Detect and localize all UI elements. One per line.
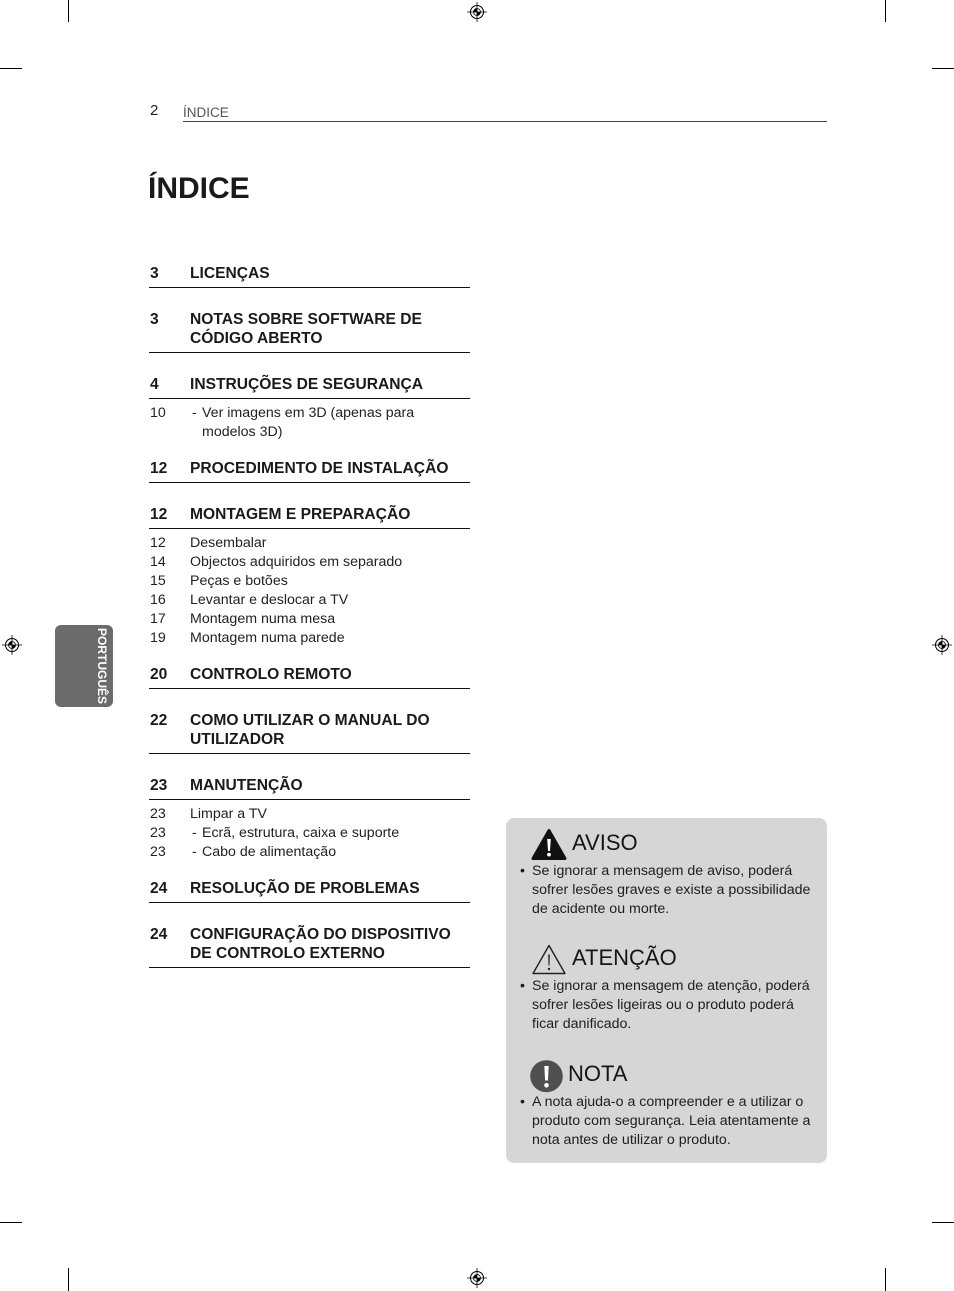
- crop-mark: [68, 0, 69, 22]
- toc-sub-entry: [149, 591, 470, 610]
- toc-entry-title-line: DE CONTROLO EXTERNO: [190, 945, 385, 962]
- toc-page-number: 12: [150, 535, 166, 551]
- note-title: NOTA: [568, 1061, 628, 1086]
- crop-mark: [932, 1222, 954, 1223]
- toc-sub-entry-line: Ver imagens em 3D (apenas para: [202, 405, 415, 421]
- registration-mark-icon: [467, 2, 487, 22]
- caution-text: [532, 977, 810, 1034]
- toc-page-number: 24: [150, 880, 168, 897]
- crop-mark: [0, 1222, 22, 1223]
- language-side-tab-label: PORTUGUÊS: [95, 627, 109, 704]
- toc-page-number: 4: [150, 376, 159, 393]
- warning-text-line: • Se ignorar a mensagem de aviso, poderá: [532, 863, 793, 879]
- toc-sub-entry-line: Cabo de alimentação: [202, 844, 337, 860]
- toc-sub-entry-title: [190, 591, 470, 610]
- toc-entry: [149, 264, 470, 288]
- toc-sub-entry-title: [202, 843, 470, 862]
- toc-sub-entry-title: [190, 553, 470, 572]
- table-of-contents: [149, 264, 470, 968]
- toc-sub-entry-line: modelos 3D): [202, 424, 283, 440]
- note-notice: [506, 1059, 827, 1159]
- toc-entry-title: [190, 879, 470, 898]
- toc-entry: [149, 310, 470, 353]
- registration-mark-icon: [467, 1268, 487, 1288]
- toc-dash: -: [192, 844, 197, 860]
- note-text-line: nota antes de utilizar o produto.: [532, 1132, 731, 1148]
- caution-text-line: ficar danificado.: [532, 1016, 632, 1032]
- toc-sub-entry-title: [190, 610, 470, 629]
- toc-entry-title-line: INSTRUÇÕES DE SEGURANÇA: [190, 376, 424, 393]
- toc-entry-title: [190, 925, 470, 963]
- caution-icon: [531, 943, 567, 976]
- toc-entry-title-line: CONFIGURAÇÃO DO DISPOSITIVO: [190, 926, 451, 943]
- toc-entry: [149, 505, 470, 529]
- toc-sub-entry: [149, 610, 470, 629]
- toc-dash: -: [192, 825, 197, 841]
- toc-page-number: 22: [150, 712, 168, 729]
- toc-sub-list: [149, 805, 470, 862]
- toc-sub-entry-line: Montagem numa mesa: [190, 611, 336, 627]
- toc-sub-entry-line: Limpar a TV: [190, 806, 268, 822]
- toc-entry: [149, 879, 470, 903]
- toc-sub-entry-title: [190, 572, 470, 591]
- toc-entry: [149, 711, 470, 754]
- warning-text: [532, 862, 810, 919]
- toc-sub-entry: [149, 824, 470, 843]
- toc-entry-title: [190, 665, 470, 684]
- toc-entry-title: [190, 459, 470, 478]
- toc-sub-entry: [149, 553, 470, 572]
- safety-notice-box: [506, 818, 827, 1163]
- toc-entry-title: [190, 505, 470, 524]
- toc-page-number: 10: [150, 405, 166, 421]
- toc-entry-title-line: NOTAS SOBRE SOFTWARE DE: [190, 311, 422, 328]
- toc-sub-entry: [149, 572, 470, 591]
- toc-entry: [149, 375, 470, 399]
- toc-sub-list: [149, 534, 470, 648]
- toc-entry-title: [190, 264, 470, 283]
- toc-sub-entry-line: Levantar e deslocar a TV: [190, 592, 349, 608]
- caution-text-line: • Se ignorar a mensagem de atenção, poderá: [532, 978, 810, 994]
- toc-sub-entry-title: [190, 805, 470, 824]
- warning-text-line: de acidente ou morte.: [532, 901, 670, 917]
- toc-entry: [149, 925, 470, 968]
- language-side-tab: [55, 625, 113, 707]
- note-text: [532, 1093, 810, 1150]
- toc-entry-title: [190, 776, 470, 795]
- toc-entry-title-line: CÓDIGO ABERTO: [190, 330, 323, 347]
- crop-mark: [0, 68, 22, 69]
- page-title: ÍNDICE: [148, 172, 250, 205]
- toc-sub-entry-title: [190, 534, 470, 553]
- toc-entry: [149, 665, 470, 689]
- warning-notice: [506, 828, 827, 928]
- warning-text-line: sofrer lesões graves e existe a possibilidade: [532, 882, 811, 898]
- toc-sub-entry: [149, 629, 470, 648]
- toc-page-number: 19: [150, 630, 166, 646]
- crop-mark: [932, 68, 954, 69]
- toc-entry-title-line: LICENÇAS: [190, 265, 270, 282]
- toc-entry-title-line: RESOLUÇÃO DE PROBLEMAS: [190, 880, 420, 897]
- toc-page-number: 15: [150, 573, 166, 589]
- toc-sub-entry-line: Peças e botões: [190, 573, 288, 589]
- toc-sub-entry-line: Objectos adquiridos em separado: [190, 554, 403, 570]
- caution-notice: [506, 943, 827, 1043]
- toc-sub-entry-title: [190, 629, 470, 648]
- registration-mark-icon: [932, 635, 952, 655]
- toc-entry-title: [190, 310, 470, 348]
- toc-page-number: 16: [150, 592, 166, 608]
- caution-title: ATENÇÃO: [572, 945, 677, 970]
- toc-page-number: 24: [150, 926, 168, 943]
- toc-page-number: 20: [150, 666, 168, 683]
- toc-entry-title-line: CONTROLO REMOTO: [190, 666, 352, 683]
- toc-page-number: 23: [150, 777, 168, 794]
- toc-entry-title: [190, 711, 470, 749]
- toc-sub-list: [149, 404, 470, 442]
- toc-sub-entry: [149, 534, 470, 553]
- toc-sub-entry: [149, 404, 470, 442]
- toc-sub-entry: [149, 805, 470, 824]
- toc-entry: [149, 459, 470, 483]
- warning-icon: [531, 828, 567, 861]
- toc-page-number: 17: [150, 611, 166, 627]
- toc-sub-entry-title: [202, 824, 470, 843]
- toc-sub-entry-line: Montagem numa parede: [190, 630, 345, 646]
- toc-entry-title: [190, 375, 470, 394]
- crop-mark: [68, 1268, 69, 1291]
- toc-sub-entry-line: Desembalar: [190, 535, 267, 551]
- toc-entry-title-line: MANUTENÇÃO: [190, 777, 303, 794]
- caution-text-line: sofrer lesões ligeiras ou o produto poderá: [532, 997, 794, 1013]
- toc-page-number: 23: [150, 825, 166, 841]
- toc-page-number: 23: [150, 844, 166, 860]
- header-rule: [183, 121, 827, 122]
- header-section-title: ÍNDICE: [183, 105, 229, 120]
- toc-entry-title-line: MONTAGEM E PREPARAÇÃO: [190, 506, 411, 523]
- registration-mark-icon: [2, 635, 22, 655]
- toc-sub-entry-title: [202, 404, 470, 442]
- toc-page-number: 3: [150, 265, 159, 282]
- warning-title: AVISO: [572, 830, 638, 855]
- toc-page-number: 12: [150, 506, 168, 523]
- toc-sub-entry-line: Ecrã, estrutura, caixa e suporte: [202, 825, 400, 841]
- toc-entry-title-line: UTILIZADOR: [190, 731, 285, 748]
- toc-page-number: 14: [150, 554, 166, 570]
- toc-entry-title-line: PROCEDIMENTO DE INSTALAÇÃO: [190, 460, 449, 477]
- note-icon: [530, 1060, 564, 1093]
- toc-page-number: 12: [150, 460, 168, 477]
- toc-entry: [149, 776, 470, 800]
- toc-sub-entry: [149, 843, 470, 862]
- header-page-number: 2: [150, 102, 159, 119]
- note-text-line: produto com segurança. Leia atentamente a: [532, 1113, 811, 1129]
- crop-mark: [885, 1268, 886, 1291]
- toc-dash: -: [192, 405, 197, 421]
- toc-page-number: 23: [150, 806, 166, 822]
- toc-page-number: 3: [150, 311, 159, 328]
- note-text-line: • A nota ajuda-o a compreender e a utilizar o: [532, 1094, 804, 1110]
- toc-entry-title-line: COMO UTILIZAR O MANUAL DO: [190, 712, 430, 729]
- crop-mark: [885, 0, 886, 22]
